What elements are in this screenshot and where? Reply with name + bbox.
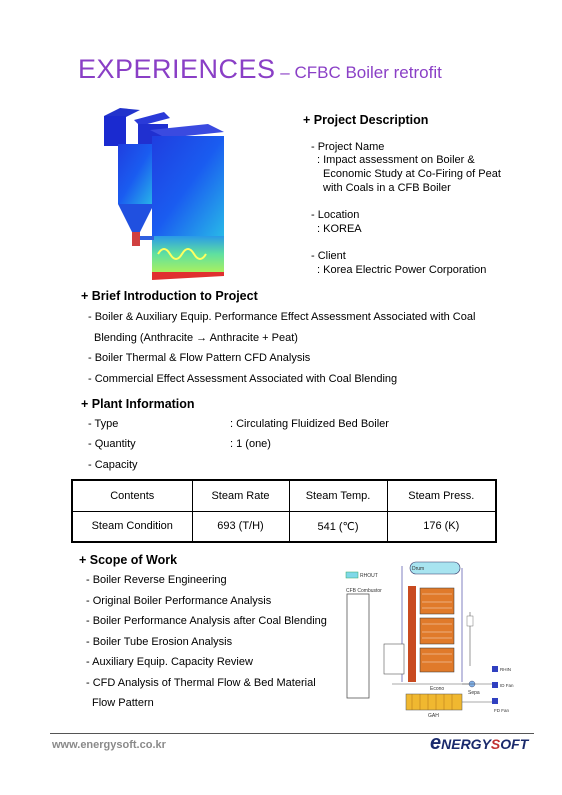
- process-flow-diagram: [342, 556, 514, 720]
- plant-type-value: : Circulating Fluidized Bed Boiler: [230, 418, 389, 430]
- project-description-heading: + Project Description: [303, 113, 429, 127]
- location-value: : KOREA: [317, 223, 362, 235]
- table-header: Contents: [72, 480, 192, 511]
- footer-url: www.energysoft.co.kr: [52, 739, 166, 751]
- project-name-line-3: with Coals in a CFB Boiler: [323, 182, 451, 194]
- plant-quantity-label: - Quantity: [88, 438, 136, 450]
- table-cell: 541 (℃): [289, 511, 387, 542]
- diagram-fdfan-label: FD Fan: [494, 708, 510, 713]
- table-header: Steam Temp.: [289, 480, 387, 511]
- diagram-cfb-label: CFB Combustor: [346, 588, 382, 594]
- table-cell: 176 (K): [387, 511, 496, 542]
- energysoft-logo: eNERGYSOFT: [430, 732, 529, 754]
- project-name-line-1: : Impact assessment on Boiler &: [317, 154, 475, 166]
- diagram-idfan-label: ID Fan: [500, 683, 514, 688]
- scope-item: - CFD Analysis of Thermal Flow & Bed Material: [86, 677, 316, 689]
- client-value: : Korea Electric Power Corporation: [317, 264, 487, 276]
- scope-item: - Boiler Reverse Engineering: [86, 574, 227, 586]
- project-name-label: - Project Name: [311, 141, 385, 153]
- project-name-line-2: Economic Study at Co-Firing of Peat: [323, 168, 501, 180]
- diagram-rhin-label: RHIN: [500, 667, 511, 672]
- brief-intro-item: - Boiler & Auxiliary Equip. Performance Effect Assessment Associated with Coal: [88, 311, 476, 323]
- scope-item: - Auxiliary Equip. Capacity Review: [86, 656, 253, 668]
- scope-item: - Boiler Performance Analysis after Coal Blending: [86, 615, 327, 627]
- diagram-sepa-label: Sepa: [468, 690, 480, 696]
- scope-item: Flow Pattern: [92, 697, 154, 709]
- scope-item: - Boiler Tube Erosion Analysis: [86, 636, 233, 648]
- boiler-cfd-image: [96, 104, 246, 284]
- table-row: [72, 511, 496, 542]
- plant-quantity-value: : 1 (one): [230, 438, 271, 450]
- plant-type-label: - Type: [88, 418, 119, 430]
- brief-intro-item: - Boiler Thermal & Flow Pattern CFD Analysis: [88, 352, 311, 364]
- diagram-econo-label: Econo: [430, 686, 445, 692]
- title-sub: – CFBC Boiler retrofit: [275, 63, 442, 82]
- scope-heading: + Scope of Work: [79, 553, 178, 567]
- plant-capacity-label: - Capacity: [88, 459, 138, 471]
- page-title: [78, 54, 442, 85]
- client-label: - Client: [311, 250, 346, 262]
- brief-intro-item: Blending (Anthracite → Anthracite + Peat): [94, 332, 298, 344]
- diagram-gah-label: GAH: [428, 713, 439, 719]
- scope-item: - Original Boiler Performance Analysis: [86, 595, 272, 607]
- plant-info-heading: + Plant Information: [81, 397, 195, 411]
- brief-intro-heading: + Brief Introduction to Project: [81, 289, 258, 303]
- title-main: EXPERIENCES: [78, 54, 276, 84]
- table-header: Steam Press.: [387, 480, 496, 511]
- location-label: - Location: [311, 209, 360, 221]
- diagram-drum-label: Drum: [412, 566, 425, 572]
- brief-intro-item: - Commercial Effect Assessment Associated with Coal Blending: [88, 373, 398, 385]
- capacity-table: [71, 479, 497, 543]
- table-cell: 693 (T/H): [192, 511, 289, 542]
- table-header: Steam Rate: [192, 480, 289, 511]
- diagram-rhout-label: RHOUT: [360, 573, 378, 579]
- table-header-row: [72, 480, 496, 511]
- table-cell: Steam Condition: [72, 511, 192, 542]
